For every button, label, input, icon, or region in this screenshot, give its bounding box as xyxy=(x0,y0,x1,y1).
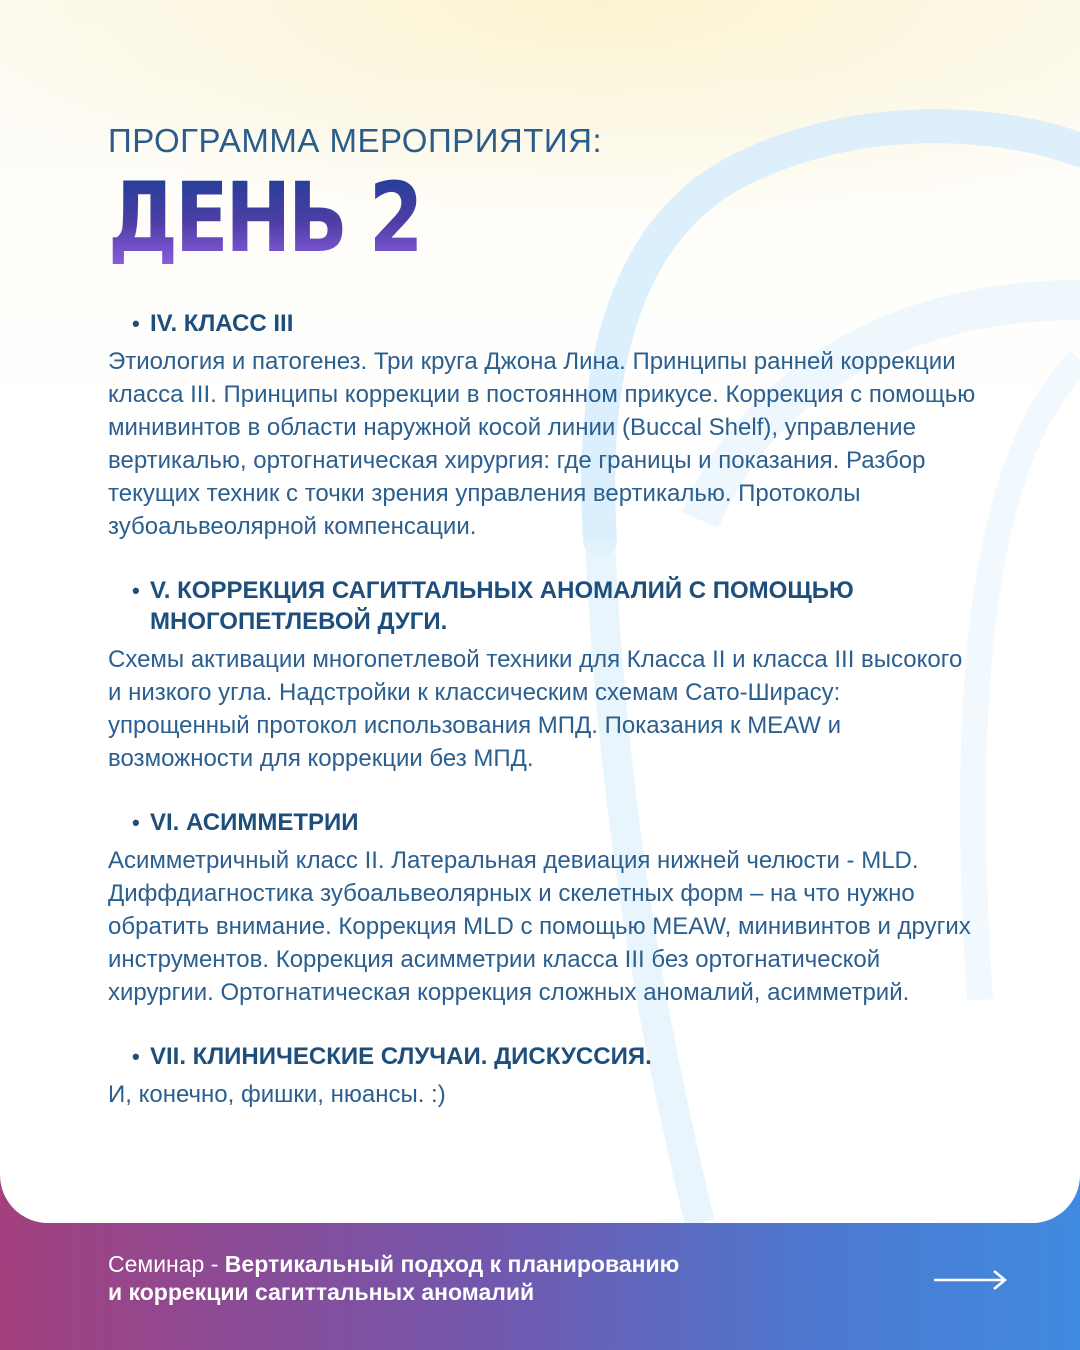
program-section-v xyxy=(108,575,978,775)
seminar-footer xyxy=(108,1250,868,1306)
bullet-dot-icon: • xyxy=(132,311,140,336)
bullet-dot-icon: • xyxy=(132,578,140,603)
seminar-label: Семинар - xyxy=(108,1251,225,1277)
program-section-vii xyxy=(108,1041,978,1111)
program-section-iv xyxy=(108,308,978,543)
program-section-vi xyxy=(108,807,978,1009)
day-title: ДЕНЬ 2 xyxy=(108,162,421,274)
section-title: • VI. АСИММЕТРИИ xyxy=(132,809,359,836)
section-body: Схемы активации многопетлевой техники для Класса II и класса III высокого и низкого угла. Надстройки к классическим схемам Сато-Ширасу: упрощенный протокол использования МПД. Показания к MEAW и возможности для коррекции без МПД. xyxy=(108,646,963,772)
section-body: Этиология и патогенез. Три круга Джона Лина. Принципы ранней коррекции класса III. Принципы коррекции в постоянном прикусе. Коррекция с помощью минивинтов в области наружной косой линии (Buccal Shelf), управление вертикалью, ортогнатическая хирургия: где границы и показания. Разбор текущих техник с точки зрения управления вертикалью. Протоколы зубоальвеолярной компенсации. xyxy=(108,348,976,540)
section-title: • IV. КЛАСС III xyxy=(132,310,294,337)
program-content xyxy=(108,122,978,1111)
seminar-title-line1: Вертикальный подход к планированию xyxy=(224,1251,680,1277)
bullet-dot-icon: • xyxy=(132,810,140,835)
section-body: Асимметричный класс II. Латеральная девиация нижней челюсти - MLD. Диффдиагностика зубоальвеолярных и скелетных форм – на что нужно обратить внимание. Коррекция MLD с помощью MEAW, минивинтов и других инструментов. Коррекция асимметрии класса III без ортогнатической хирургии. Ортогнатическая коррекция сложных аномалий, асимметрий. xyxy=(108,847,971,1006)
section-title: • VII. КЛИНИЧЕСКИЕ СЛУЧАИ. ДИСКУССИЯ. xyxy=(132,1043,652,1070)
section-body: И, конечно, фишки, нюансы. :) xyxy=(108,1081,446,1108)
section-title: • V. КОРРЕКЦИЯ САГИТТАЛЬНЫХ АНОМАЛИЙ С ПОМОЩЬЮ МНОГОПЕТЛЕВОЙ ДУГИ. xyxy=(132,577,854,635)
bullet-dot-icon: • xyxy=(132,1044,140,1069)
program-eyebrow: ПРОГРАММА МЕРОПРИЯТИЯ: xyxy=(108,122,603,159)
arrow-right-icon[interactable] xyxy=(930,1268,1010,1292)
seminar-title-line2: и коррекции сагиттальных аномалий xyxy=(108,1279,535,1305)
